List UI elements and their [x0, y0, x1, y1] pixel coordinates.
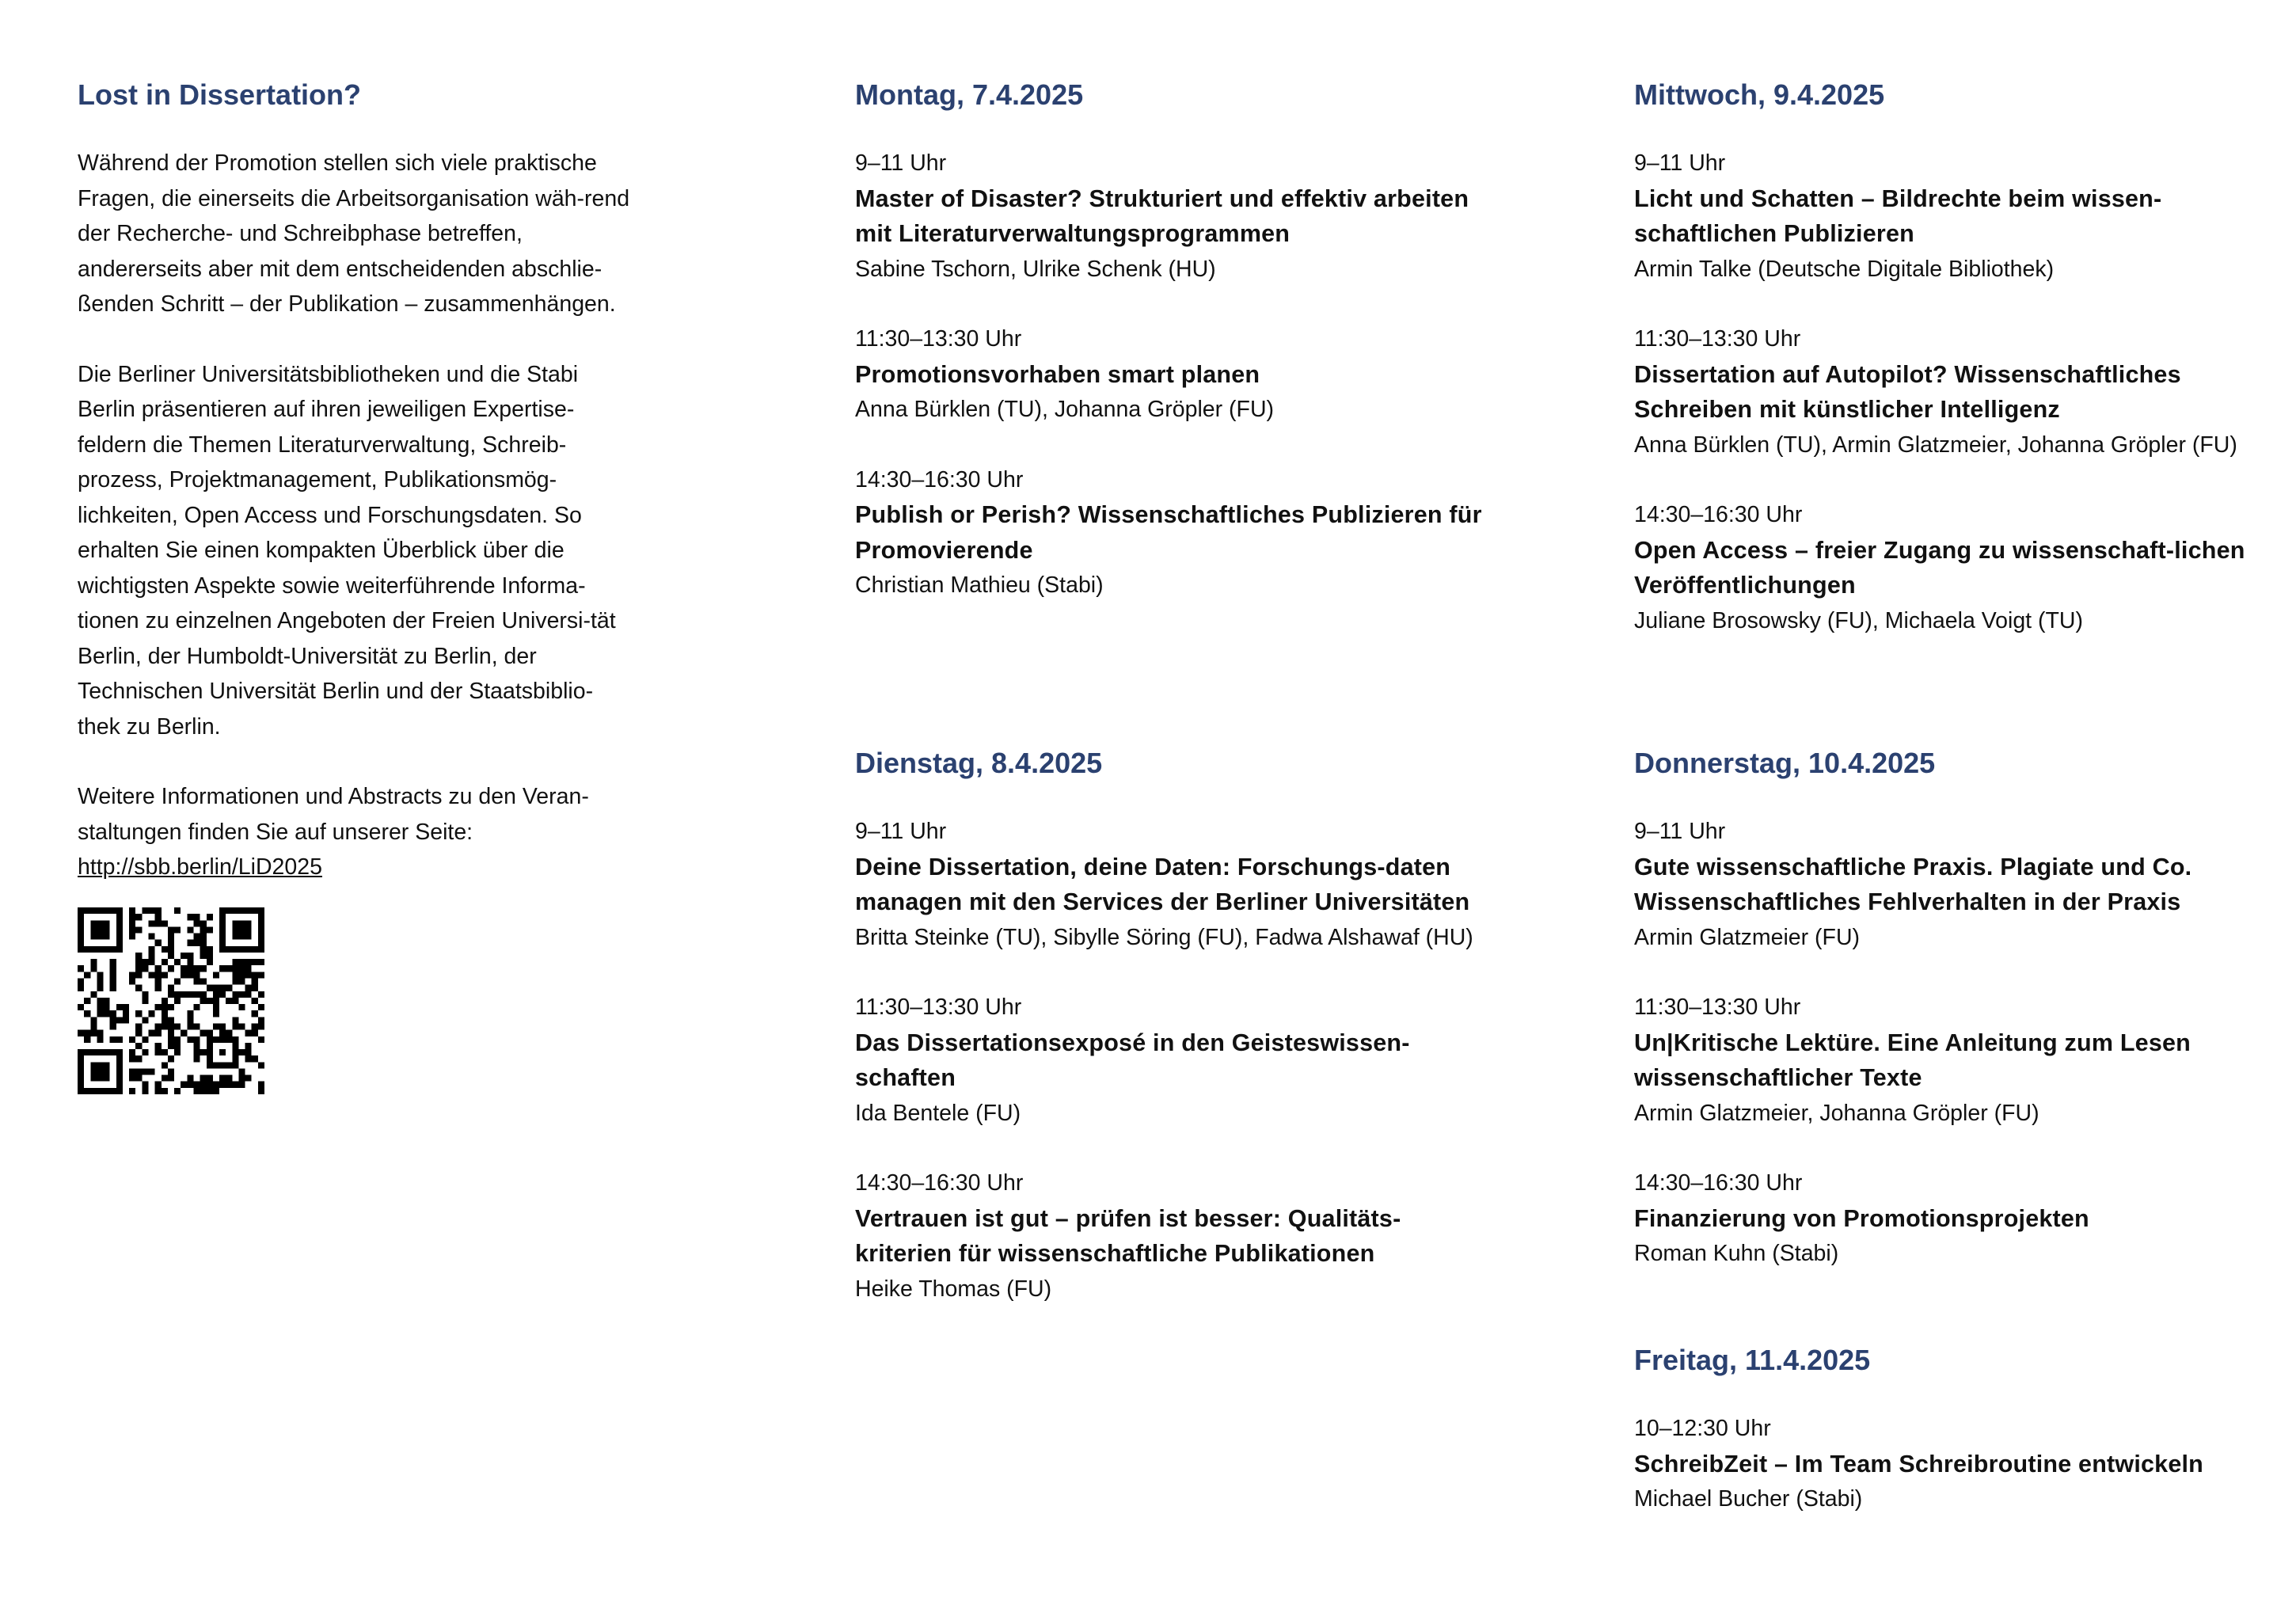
intro-paragraph-1: Während der Promotion stellen sich viele praktische Fragen, die einerseits die Arbeitsorganisation wäh-rend der Recherche- und Schreibphase betreffen, andererseits aber mit dem entscheidenden abschlie-ßenden Schritt – der Publikation – zusammenhängen. — [78, 150, 630, 317]
session-title: Promotionsvorhaben smart planen — [855, 360, 1260, 388]
session-speakers: Armin Talke (Deutsche Digitale Bibliothek) — [1634, 256, 2055, 282]
session-title: Un|Kritische Lektüre. Eine Anleitung zum Lesen wissenschaftlicher Texte — [1634, 1029, 2191, 1091]
session-time: 11:30–13:30 Uhr — [1634, 995, 1801, 1020]
session-title: Dissertation auf Autopilot? Wissenschaftliches Schreiben mit künstlicher Intelligenz — [1634, 360, 2181, 423]
session-speakers: Britta Steinke (TU), Sibylle Söring (FU), Fadwa Alshawaf (HU) — [855, 924, 1473, 950]
day-friday — [1634, 1341, 2267, 1517]
intro-title: Lost in Dissertation? — [78, 78, 362, 111]
day-heading: Donnerstag, 10.4.2025 — [1634, 747, 1936, 779]
session-speakers: Sabine Tschorn, Ulrike Schenk (HU) — [855, 256, 1216, 282]
session — [855, 990, 1488, 1131]
session-speakers: Anna Bürklen (TU), Johanna Gröpler (FU) — [855, 397, 1275, 422]
session-speakers: Heike Thomas (FU) — [855, 1276, 1052, 1302]
session-time: 10–12:30 Uhr — [1634, 1416, 1771, 1441]
session-title: Master of Disaster? Strukturiert und effektiv arbeiten mit Literaturverwaltungsprogrammen — [855, 184, 1469, 247]
session-title: Publish or Perish? Wissenschaftliches Publizieren für Promovierende — [855, 501, 1482, 564]
session — [855, 146, 1488, 287]
day-heading: Montag, 7.4.2025 — [855, 78, 1084, 111]
session — [855, 321, 1488, 428]
day-heading: Mittwoch, 9.4.2025 — [1634, 78, 1885, 111]
day-heading: Dienstag, 8.4.2025 — [855, 747, 1103, 779]
session — [1634, 814, 2267, 955]
session-time: 11:30–13:30 Uhr — [1634, 326, 1801, 352]
qr-code-icon[interactable] — [78, 907, 264, 1094]
session-speakers: Armin Glatzmeier, Johanna Gröpler (FU) — [1634, 1100, 2039, 1126]
session-time: 9–11 Uhr — [855, 819, 947, 844]
day-thursday — [1634, 744, 2267, 1272]
session-title: Vertrauen ist gut – prüfen ist besser: Qualitäts-kriterien für wissenschaftliche Publikationen — [855, 1204, 1401, 1267]
session — [1634, 497, 2267, 638]
session-speakers: Michael Bucher (Stabi) — [1634, 1486, 1863, 1512]
info-link[interactable]: http://sbb.berlin/LiD2025 — [78, 854, 322, 880]
session-speakers: Anna Bürklen (TU), Armin Glatzmeier, Johanna Gröpler (FU) — [1634, 432, 2237, 458]
session-time: 11:30–13:30 Uhr — [855, 995, 1022, 1020]
session-title: Open Access – freier Zugang zu wissenschaft-lichen Veröffentlichungen — [1634, 536, 2245, 599]
session-time: 9–11 Uhr — [855, 150, 947, 176]
session-speakers: Armin Glatzmeier (FU) — [1634, 924, 1861, 950]
session — [1634, 1166, 2267, 1272]
session — [1634, 321, 2267, 462]
day-wednesday — [1634, 76, 2267, 638]
session-speakers: Roman Kuhn (Stabi) — [1634, 1241, 1839, 1266]
day-tuesday — [855, 744, 1488, 1306]
intro-paragraph-3-text: Weitere Informationen und Abstracts zu den Veran-staltungen finden Sie auf unserer Seite: — [78, 784, 589, 845]
intro-column — [78, 76, 632, 1098]
session-title: Das Dissertationsexposé in den Geisteswissen-schaften — [855, 1029, 1410, 1091]
session — [1634, 146, 2267, 287]
schedule-column-right — [1634, 76, 2267, 1512]
session — [855, 1166, 1488, 1306]
session-time: 14:30–16:30 Uhr — [855, 466, 1024, 493]
day-heading: Freitag, 11.4.2025 — [1634, 1344, 1871, 1376]
session — [1634, 1411, 2267, 1517]
session-time: 9–11 Uhr — [1634, 819, 1726, 844]
session-title: Gute wissenschaftliche Praxis. Plagiate und Co. Wissenschaftliches Fehlverhalten in der Praxis — [1634, 853, 2192, 915]
schedule-column-middle — [855, 76, 1488, 1302]
session — [855, 814, 1488, 955]
session-title: Finanzierung von Promotionsprojekten — [1634, 1204, 2089, 1232]
intro-paragraph-3 — [78, 779, 632, 885]
session-time: 11:30–13:30 Uhr — [855, 326, 1022, 352]
day-monday — [855, 76, 1488, 603]
session-speakers: Juliane Brosowsky (FU), Michaela Voigt (TU) — [1634, 607, 2083, 633]
session-time: 9–11 Uhr — [1634, 150, 1726, 176]
session-title: Deine Dissertation, deine Daten: Forschungs-daten managen mit den Services der Berliner Universitäten — [855, 853, 1470, 915]
session-time: 14:30–16:30 Uhr — [1634, 1170, 1803, 1196]
session — [1634, 990, 2267, 1131]
intro-paragraph-2: Die Berliner Universitätsbibliotheken und die Stabi Berlin präsentieren auf ihren jeweiligen Expertise-feldern die Themen Literaturverwaltung, Schreib-prozess, Projektmanagement, Publikationsmög-lichkeiten, Open Access und Forschungsdaten. So erhalten Sie einen kompakten Überblick über die wichtigsten Aspekte sowie weiterführende Informa-tionen zu einzelnen Angeboten der Freien Universi-tät Berlin, der Humboldt-Universität zu Berlin, der Technischen Universität Berlin und der Staatsbiblio-thek zu Berlin. — [78, 361, 616, 740]
session-title: Licht und Schatten – Bildrechte beim wissen-schaftlichen Publizieren — [1634, 184, 2162, 247]
session-title: SchreibZeit – Im Team Schreibroutine entwickeln — [1634, 1450, 2204, 1478]
session-speakers: Christian Mathieu (Stabi) — [855, 572, 1104, 598]
session-time: 14:30–16:30 Uhr — [855, 1170, 1024, 1196]
session — [855, 462, 1488, 603]
session-time: 14:30–16:30 Uhr — [1634, 502, 1803, 527]
session-speakers: Ida Bentele (FU) — [855, 1100, 1021, 1126]
